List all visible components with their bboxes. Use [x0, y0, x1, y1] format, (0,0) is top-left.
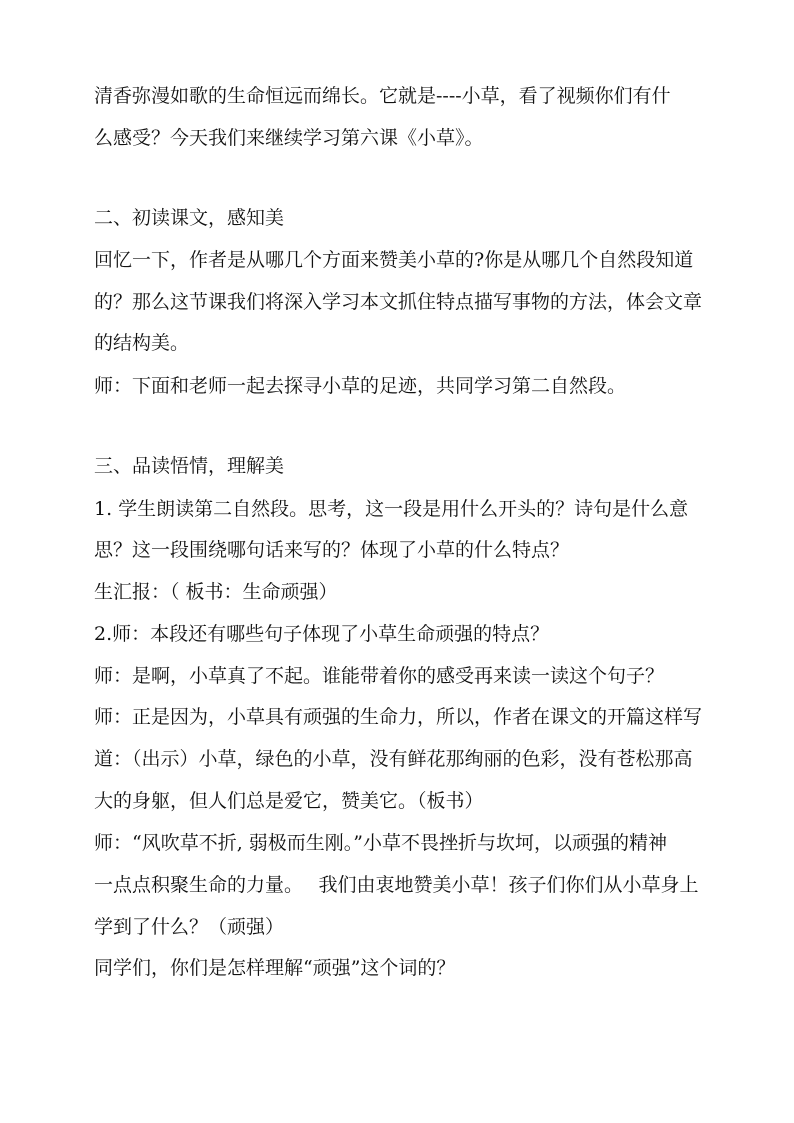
text-line: 的？那么这节课我们将深入学习本文抓住特点描写事物的方法，体会文章	[94, 291, 703, 313]
text-line: 回忆一下，作者是从哪几个方面来赞美小草的?你是从哪几个自然段知道	[94, 249, 694, 271]
text-line: 的结构美。	[94, 332, 190, 354]
section-heading: 三、品读悟情，理解美	[94, 455, 285, 477]
text-line: 清香弥漫如歌的生命恒远而绵长。它就是----小草，看了视频你们有什	[94, 85, 671, 107]
text-line: 么感受？今天我们来继续学习第六课《小草》。	[94, 127, 484, 149]
text-line: 思？这一段围绕哪句话来写的？体现了小草的什么特点？	[94, 539, 570, 561]
text-line: 学到了什么？（顽强）	[94, 916, 285, 938]
section-heading: 二、初读课文，感知美	[94, 207, 285, 229]
text-line: 2.师：本段还有哪些句子体现了小草生命顽强的特点？	[94, 623, 550, 645]
text-line: 道：（出示）小草，绿色的小草，没有鲜花那绚丽的色彩，没有苍松那高	[94, 748, 693, 770]
text-line: 一点点积聚生命的力量。 我们由衷地赞美小草！孩子们你们从小草身上	[94, 874, 699, 896]
text-line: 师：正是因为，小草具有顽强的生命力，所以，作者在课文的开篇这样写	[94, 706, 703, 728]
text-line: 师：是啊，小草真了不起。谁能带着你的感受再来读一读这个句子？	[94, 665, 665, 687]
text-line: 师：下面和老师一起去探寻小草的足迹，共同学习第二自然段。	[94, 375, 627, 397]
text-line: 1. 学生朗读第二自然段。思考，这一段是用什么开头的？诗句是什么意	[94, 498, 689, 520]
text-line: 生汇报：（ 板书：生命顽强）	[94, 581, 338, 603]
text-line: 同学们，你们是怎样理解“顽强”这个词的？	[94, 957, 456, 979]
text-line: 师：“风吹草不折, 弱极而生刚。”小草不畏挫折与坎坷，以顽强的精神	[94, 832, 668, 854]
text-line: 大的身躯，但人们总是爱它，赞美它。（板书）	[94, 790, 484, 812]
